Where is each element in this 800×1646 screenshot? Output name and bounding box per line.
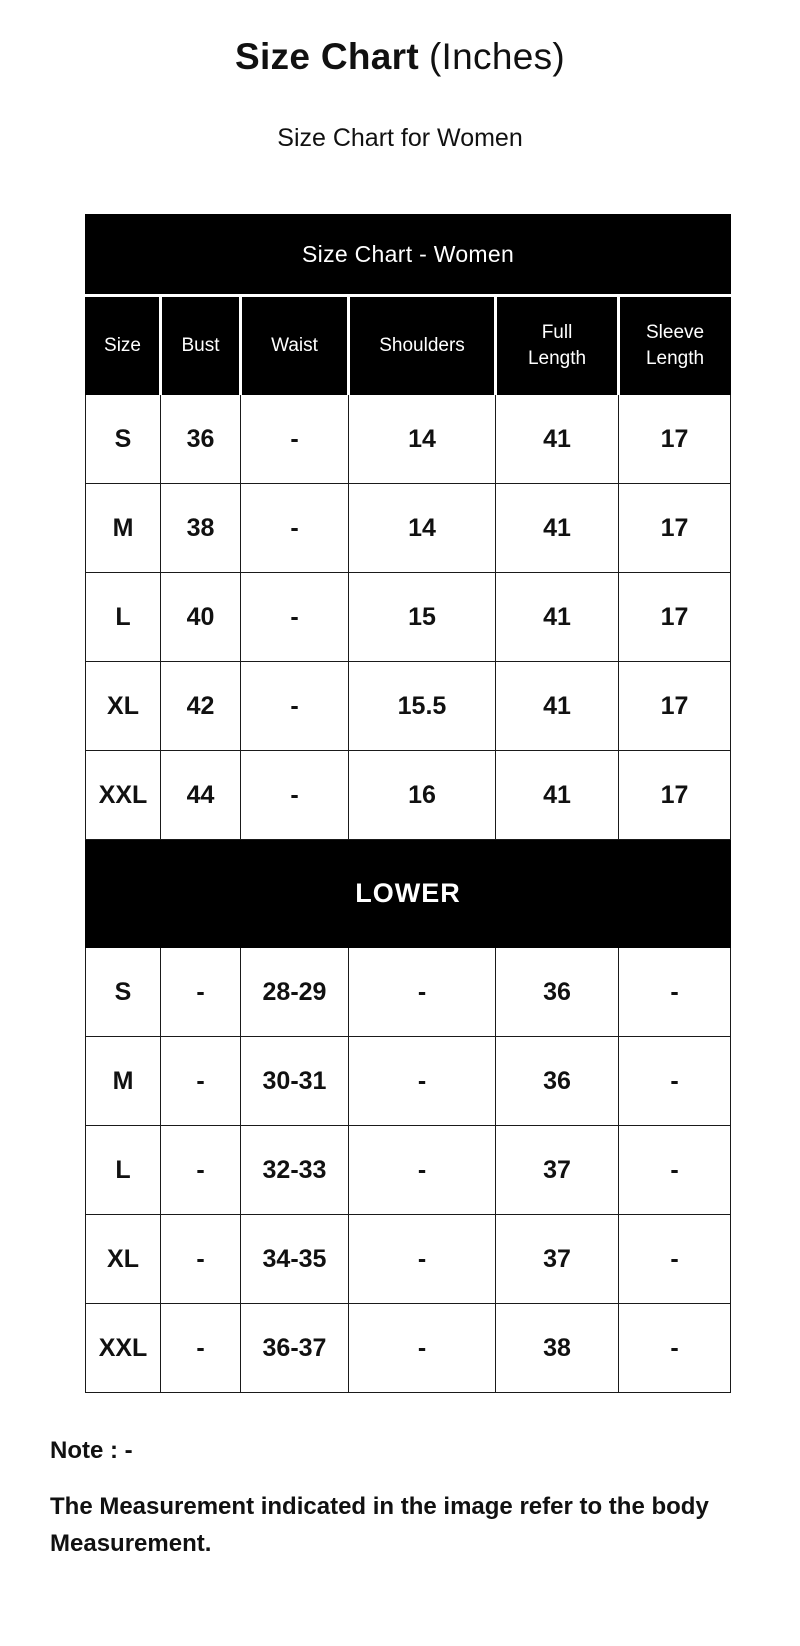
measurement-cell: 37 [496, 1215, 619, 1304]
table-row [86, 1215, 731, 1304]
measurement-cell: - [161, 948, 241, 1037]
measurement-cell: 32-33 [241, 1126, 349, 1215]
column-header-waist: Waist [241, 296, 349, 395]
table-row [86, 662, 731, 751]
measurement-cell: - [241, 662, 349, 751]
column-header-shoulders: Shoulders [349, 296, 496, 395]
measurement-cell: 17 [619, 484, 731, 573]
measurement-cell: 15 [349, 573, 496, 662]
measurement-cell: 36 [496, 1037, 619, 1126]
size-chart-table [85, 214, 731, 1393]
size-label-cell: M [86, 484, 161, 573]
size-label-cell: XXL [86, 751, 161, 840]
measurement-cell: 34-35 [241, 1215, 349, 1304]
measurement-cell: 41 [496, 751, 619, 840]
measurement-cell: 15.5 [349, 662, 496, 751]
column-header-size: Size [86, 296, 161, 395]
measurement-cell: 17 [619, 395, 731, 484]
measurement-cell: 17 [619, 573, 731, 662]
measurement-cell: 14 [349, 484, 496, 573]
size-label-cell: XXL [86, 1304, 161, 1393]
measurement-cell: 38 [496, 1304, 619, 1393]
size-chart-page [0, 36, 800, 1562]
table-row [86, 751, 731, 840]
table-header-row [86, 296, 731, 395]
measurement-cell: - [349, 1304, 496, 1393]
page-title [0, 36, 800, 78]
measurement-cell: 36 [161, 395, 241, 484]
measurement-cell: - [619, 1126, 731, 1215]
measurement-cell: - [241, 484, 349, 573]
measurement-cell: - [349, 1126, 496, 1215]
table-row [86, 1126, 731, 1215]
table-caption-row [86, 215, 731, 296]
lower-section-band [86, 840, 731, 948]
measurement-cell: 14 [349, 395, 496, 484]
table-row [86, 573, 731, 662]
table-row [86, 395, 731, 484]
measurement-cell: 17 [619, 662, 731, 751]
measurement-cell: 41 [496, 484, 619, 573]
page-title-bold: Size Chart [235, 36, 419, 77]
measurement-cell: 42 [161, 662, 241, 751]
lower-section-label: LOWER [86, 840, 731, 948]
measurement-cell: 38 [161, 484, 241, 573]
note-body: The Measurement indicated in the image refer to the body Measurement. [50, 1493, 709, 1558]
size-label-cell: XL [86, 1215, 161, 1304]
measurement-cell: - [241, 751, 349, 840]
measurement-cell: 30-31 [241, 1037, 349, 1126]
measurement-cell: - [619, 1215, 731, 1304]
measurement-cell: - [161, 1215, 241, 1304]
measurement-cell: - [161, 1037, 241, 1126]
table-row [86, 484, 731, 573]
note-heading: Note : - [50, 1437, 133, 1464]
measurement-cell: - [619, 1037, 731, 1126]
measurement-cell: - [161, 1126, 241, 1215]
size-label-cell: S [86, 948, 161, 1037]
size-label-cell: M [86, 1037, 161, 1126]
measurement-cell: - [349, 948, 496, 1037]
measurement-cell: - [619, 1304, 731, 1393]
measurement-cell: 16 [349, 751, 496, 840]
lower-section-rows [86, 948, 731, 1393]
size-label-cell: L [86, 573, 161, 662]
table-row [86, 1304, 731, 1393]
measurement-cell: - [241, 573, 349, 662]
upper-section-rows [86, 395, 731, 840]
measurement-cell: - [241, 395, 349, 484]
measurement-cell: 17 [619, 751, 731, 840]
measurement-cell: 44 [161, 751, 241, 840]
note-block [50, 1437, 800, 1562]
size-label-cell: S [86, 395, 161, 484]
page-subtitle: Size Chart for Women [277, 124, 523, 152]
measurement-cell: 41 [496, 395, 619, 484]
measurement-cell: 40 [161, 573, 241, 662]
table-caption: Size Chart - Women [86, 215, 731, 296]
table-row [86, 1037, 731, 1126]
column-header-sleeve-length: Sleeve Length [619, 296, 731, 395]
measurement-cell: 36-37 [241, 1304, 349, 1393]
measurement-cell: - [349, 1037, 496, 1126]
table-row [86, 948, 731, 1037]
measurement-cell: - [349, 1215, 496, 1304]
measurement-cell: - [619, 948, 731, 1037]
measurement-cell: 36 [496, 948, 619, 1037]
page-title-light: (Inches) [428, 36, 565, 77]
measurement-cell: 28-29 [241, 948, 349, 1037]
measurement-cell: 41 [496, 573, 619, 662]
size-label-cell: XL [86, 662, 161, 751]
measurement-cell: 41 [496, 662, 619, 751]
column-header-bust: Bust [161, 296, 241, 395]
column-header-full-length: Full Length [496, 296, 619, 395]
measurement-cell: - [161, 1304, 241, 1393]
measurement-cell: 37 [496, 1126, 619, 1215]
size-label-cell: L [86, 1126, 161, 1215]
